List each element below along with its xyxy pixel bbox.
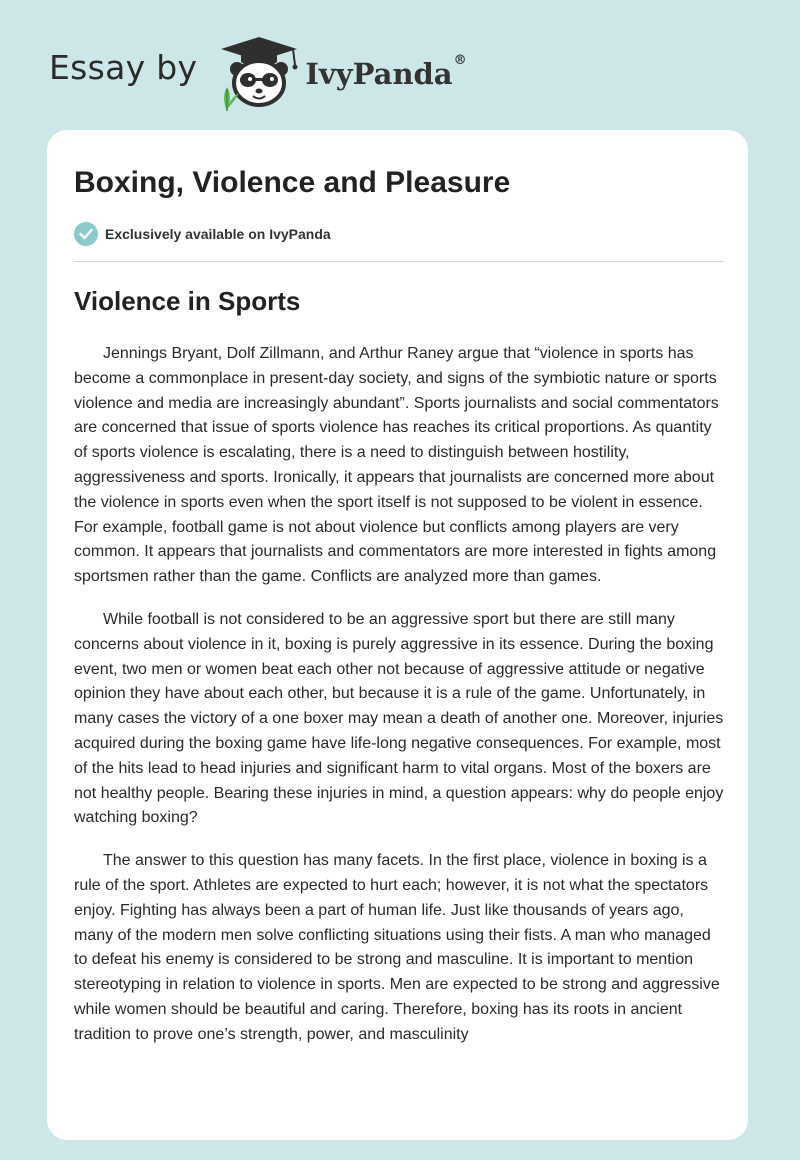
- essay-body: [74, 342, 724, 1066]
- brand-name: IvyPanda®: [305, 53, 467, 91]
- panda-graduate-icon: [213, 31, 309, 111]
- site-brand[interactable]: [49, 32, 467, 112]
- divider: [74, 261, 724, 262]
- section-heading: Violence in Sports: [74, 286, 301, 316]
- brand-prefix: Essay by: [49, 47, 198, 87]
- paragraph: While football is not considered to be an aggressive sport but there are still many concerns about violence in it, boxing is purely aggressive in its essence. During the boxing event, two men or women beat each other not because of aggressive attitude or negative opinion they have about each other, but because it is a rule of the game. Unfortunately, in many cases the victory of a one boxer may mean a death of another one. Moreover, injuries acquired during the boxing game have life-long negative consequences. For example, most of the hits lead to head injuries and significant harm to vital organs. Most of the boxers are not healthy people. Bearing these injuries in mind, a question appears: why do people enjoy watching boxing?: [74, 610, 724, 827]
- exclusive-badge: [74, 222, 331, 246]
- checkmark-icon: [74, 222, 98, 246]
- paragraph: The answer to this question has many facets. In the first place, violence in boxing is a rule of the sport. Athletes are expected to hurt each; however, it is not what the spectators enjoy. Fighting has always been a part of human life. Just like thousands of years ago, many of the modern men solve conflicting situations using their fists. A man who managed to defeat his enemy is considered to be strong and masculine. It is important to mention stereotyping in relation to violence in sports. Men are expected to be strong and aggressive while women should be beautiful and caring. Therefore, boxing has its roots in ancient tradition to prove one’s strength, power, and masculinity: [74, 852, 720, 1043]
- exclusive-text: Exclusively available on IvyPanda: [105, 226, 331, 242]
- paragraph: Jennings Bryant, Dolf Zillmann, and Arthur Raney argue that “violence in sports has become a commonplace in present-day society, and signs of the symbiotic nature or sports violence and media are increasingly abundant”. Sports journalists and social commentators are concerned that issue of sports violence has reaches its critical proportions. As quantity of sports violence is escalating, there is a need to distinguish between hostility, aggressiveness and sports. Ironically, it appears that journalists are concerned more about the violence in sports even when the sport itself is not supposed to be violent in essence. For example, football game is not about violence but conflicts among players are very common. It appears that journalists and commentators are more interested in fights among sportsmen rather than the game. Conflicts are analyzed more than games.: [74, 345, 719, 586]
- registered-mark: ®: [453, 53, 467, 68]
- page-title: Boxing, Violence and Pleasure: [74, 166, 511, 199]
- essay-card: [47, 130, 748, 1140]
